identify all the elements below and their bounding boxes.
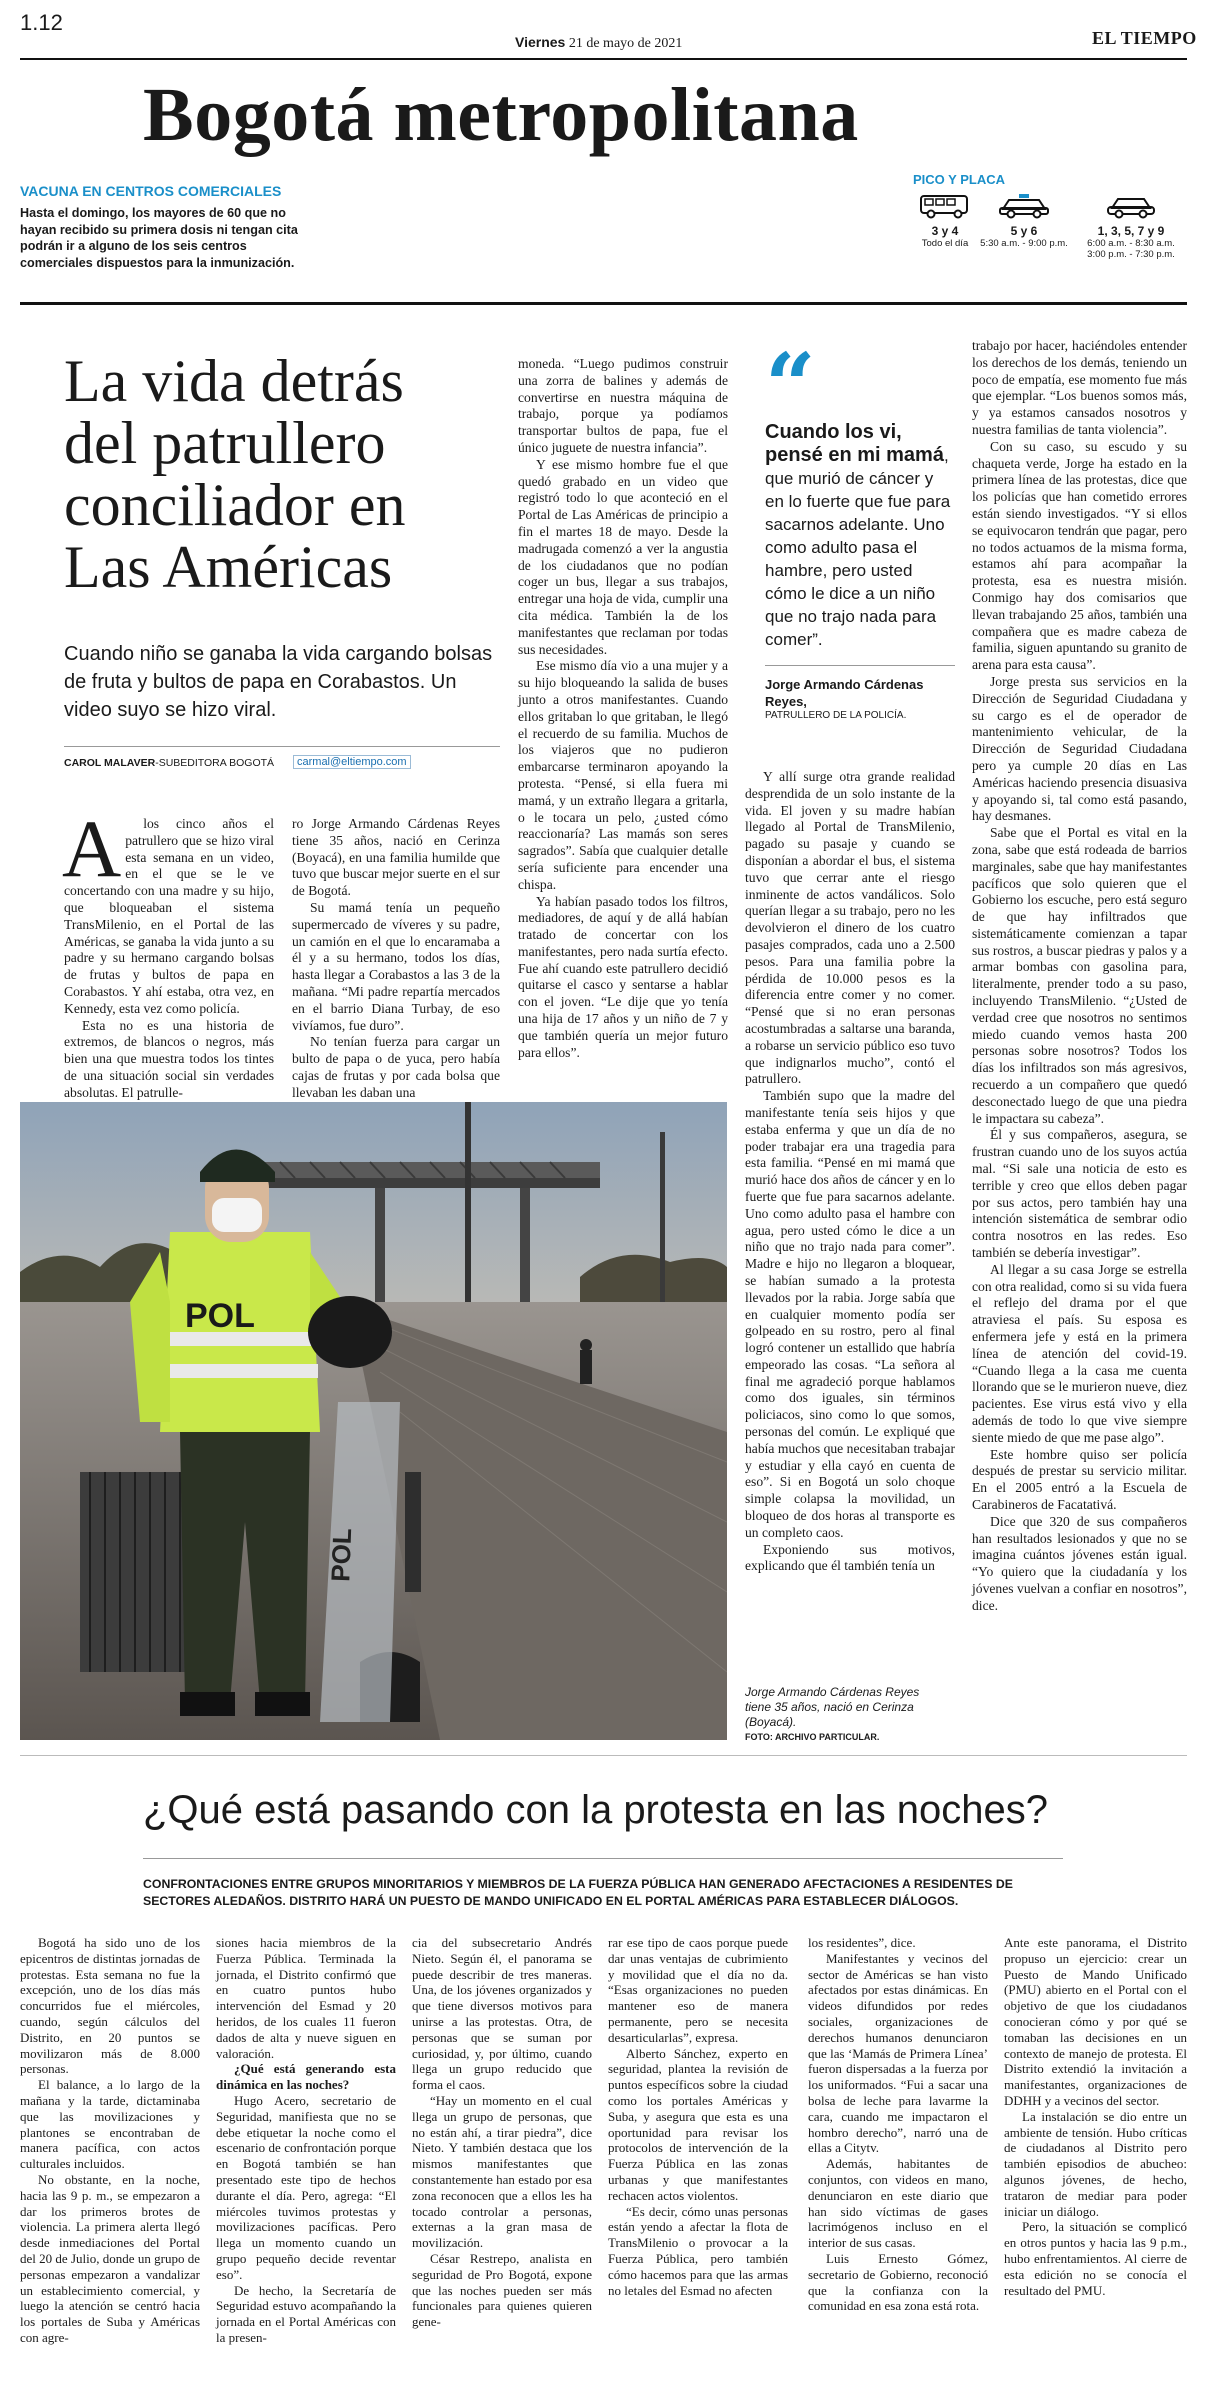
paragraph: Manifestantes y vecinos del sector de Américas se han visto afectados por estas dinámicas. En videos difundidos por redes sociales, organizaciones de derechos humanos denunciaron que las ‘Mamás de Primera Línea’ fueron dispersadas a la fuerza por los uniformados. “Fui a sacar una bolsa de leche para lavarme la cara, cuando me impactaron el hombro derecho”, narró una de ellas a Citytv. bbox=[808, 1950, 988, 2156]
second-col-2 bbox=[216, 1935, 396, 2346]
byline-name: CAROL MALAVER bbox=[64, 757, 156, 769]
car-detail: 6:00 a.m. - 8:30 a.m. bbox=[1087, 238, 1175, 249]
paragraph: Alberto Sánchez, experto en seguridad, plantea la revisión de puntos específicos sobre la ciudad como los portales Américas y Suba, y asegura que esta es una oportunidad para revisar los protocolos de intervención de la Fuerza Pública en las zonas urbanas y que manifestantes rechacen actos violentos. bbox=[608, 2045, 788, 2203]
second-deck-rule bbox=[143, 1858, 1063, 1859]
paragraph: “Es decir, cómo unas personas están yendo a afectar la flota de TransMilenio o provocar a la Fuerza Pública, pero también cómo hacemos para que las armas no letales del Esmad no afecten bbox=[608, 2203, 788, 2298]
policeman-photo bbox=[20, 1102, 727, 1740]
caption-credit: FOTO: ARCHIVO PARTICULAR. bbox=[745, 1732, 880, 1742]
vest-label: POL bbox=[185, 1297, 255, 1335]
second-col-3 bbox=[412, 1935, 592, 2330]
article-photo bbox=[20, 1102, 727, 1740]
paragraph: moneda. “Luego pudimos construir una zorra de balines y además de convertirse en nuestra máquina de trabajo, porque ya podíamos transportar bultos de papa, fue el único juguete de nuestra infancia”. bbox=[518, 356, 728, 455]
paragraph: Sabe que el Portal es vital en la zona, sabe que está rodeada de barrios marginales, sabe que hay manifestantes pacíficos que solo quieren que el Gobierno los escuche, pero está seguro de que hay infiltrados que sistemáticamente comienzan a tapar sus rostros, a buscar piedras y palos y a armar bombas con gasolina para, literalmente, prender todo a su paso, incluyendo TransMilenio. “¿Usted de verdad cree que nosotros no sentimos miedo cuando vemos hasta 200 personas sobre nosotros? Todos los días los infiltrados son más agresivos, recuerdo a un compañero que quedó desconectado luego de que una piedra le impactara su cabeza”. bbox=[972, 825, 1187, 1126]
paragraph: Además, habitantes de conjuntos, con videos en mano, denunciaron en este diario que han sido víctimas de gases lacrimógenos incluso en el interior de sus casas. bbox=[808, 2156, 988, 2251]
pull-quote bbox=[765, 333, 955, 721]
headline-line: Las Américas bbox=[64, 534, 393, 600]
paragraph: rar ese tipo de caos porque puede dar unas ventajas de cubrimiento y movilidad que el día no da. “Esas organizaciones no pueden mantener eso de manera permanente, pero se necesita desarticularlas”, expresa. bbox=[608, 1935, 788, 2045]
headline-line: conciliador en bbox=[64, 472, 406, 538]
second-col-5 bbox=[808, 1935, 988, 2314]
second-col-4 bbox=[608, 1935, 788, 2298]
bus-icon bbox=[918, 193, 972, 219]
pico-placa-bus bbox=[905, 193, 985, 249]
paragraph: Y ese mismo hombre fue el que quedó grabado en un video que registró todo lo que aconteció en el Portal de Las Américas de principio a fin el martes 18 de mayo. Desde la madrugada comenzó a ver la angustia de los ciudadanos que no podían coger un bus, llegar a sus trabajos, entregar una hoja de vida, cumplir una cita médica. También la de los manifestantes que reclaman por todas sus necesidades. bbox=[518, 456, 728, 657]
article-col-5 bbox=[972, 338, 1187, 1615]
byline-role: -SUBEDITORA BOGOTÁ bbox=[155, 757, 275, 769]
paragraph: Ya habían pasado todos los filtros, mediadores, de aquí y de allá habían tratado de concertar con los manifestantes, pero nada surtía efecto. Fue ahí cuando este patrullero decidió quitarse el casco y sentarse a hablar con el joven. “Le dije que yo tenía una hija de 17 años y un niño de 7 y que también quería un mejor futuro para ellos”. bbox=[518, 893, 728, 1060]
quote-rest: , que murió de cáncer y en lo fuerte que fue para sacarnos adelante. Uno como adulto pasa el hambre, pero usted cómo le dice a un niño que no trajo nada para comer”. bbox=[765, 446, 951, 649]
paragraph: Su mamá tenía un pequeño supermercado de víveres y su padre, un camión en el que lo encaramaba a él y a su hermano, todos los días, hasta llegar a Corabastos a las 3 de la mañana. “Mi padre repartía mercados en el barrio Diana Turbay, de eso vivíamos, fue duro”. bbox=[292, 899, 500, 1033]
header-rule bbox=[20, 58, 1187, 60]
drop-cap: A bbox=[62, 803, 122, 894]
paragraph: Él y sus compañeros, asegura, se frustran cuando uno de los suyos actúa mal. “Si sale una noticia de esto es terrible y creo que ellos deben pagar por sus actos, pero también hay una intención sistemática de sembrar odio contra nosotros en las redes. Eso también se debería investigar”. bbox=[972, 1127, 1187, 1261]
pico-placa-car bbox=[1073, 193, 1189, 260]
article-headline bbox=[64, 350, 406, 598]
date-line bbox=[515, 34, 682, 52]
date-day: Viernes bbox=[515, 34, 566, 50]
second-article-rule bbox=[20, 1755, 1187, 1756]
paragraph: No obstante, en la noche, hacia las 9 p. m., se empezaron a dar los primeros brotes de violencia. La primera alerta llegó desde inmediaciones del Portal del 20 de Julio, donde un grupo de personas empezaron a vandalizar un establecimiento comercial, y luego la atención se centró hacia los portales de Suba y Américas con agre- bbox=[20, 2171, 200, 2345]
byline-email[interactable]: carmal@eltiempo.com bbox=[293, 755, 411, 769]
quote-role: PATRULLERO DE LA POLICÍA. bbox=[765, 710, 907, 721]
second-headline: ¿Qué está pasando con la protesta en las noches? bbox=[143, 1788, 1049, 1832]
paragraph: Ese mismo día vio a una mujer y a su hijo bloqueando la salida de buses junto a otros manifestantes. Cuando ellos gritaban lo que gritaban, le llegó el recuerdo de su familia. Muchos de los viajeros que no pudieron embarcarse terminaron apoyando la protesta. “Pensé, si ella fuera mi mamá, y un extraño llegara a gritarla, o le tocara un pelo, ¿usted cómo reaccionaría? Las mamás son seres sagrados”. Sabía que cualquier detalle sería suficiente para encender una chispa. bbox=[518, 658, 728, 892]
paragraph: De hecho, la Secretaría de Seguridad estuvo acompañando la jornada en el Portal Américas con la presen- bbox=[216, 2282, 396, 2345]
paragraph: Jorge presta sus servicios en la Dirección de Seguridad Ciudadana y su cargo es el de operador de mantenimiento vehicular, de la Dirección de Seguridad Ciudadana pero ya cumple 20 días en Las Américas haciendo presencia disuasiva y apoyando si, tal como está pasando, hay desmanes. bbox=[972, 673, 1187, 824]
paragraph: La instalación se dio entre un ambiente de tensión. Hubo críticas de ciudadanos al Distrito pero también episodios de abucheo: algunos jóvenes, de hecho, trataron de mediar para poder iniciar un diálogo. bbox=[1004, 2108, 1187, 2219]
paragraph: Bogotá ha sido uno de los epicentros de distintas jornadas de protestas. Esta semana no fue la excepción, uno de los días más concurridos fue el miércoles, cuando, según cálculos del Distrito, en 20 puntos se movilizaron más de 8.000 personas. bbox=[20, 1935, 200, 2077]
second-col-6 bbox=[1004, 1935, 1187, 2298]
paragraph: Este hombre quiso ser policía después de prestar su servicio militar. En el 2005 entró a la Escuela de Carabineros de Facatativá. bbox=[972, 1446, 1187, 1512]
paragraph: Esta no es una historia de extremos, de blancos o negros, más bien una que muestra todos los tintes de una situación social sin verdades absolutas. El patrulle- bbox=[64, 1017, 274, 1100]
quote-author: Jorge Armando Cárdenas Reyes, bbox=[765, 677, 924, 709]
taxi-detail: 5:30 a.m. - 9:00 p.m. bbox=[980, 238, 1068, 249]
second-col-1 bbox=[20, 1935, 200, 2346]
article-deck: Cuando niño se ganaba la vida cargando bolsas de fruta y bultos de papa en Corabastos. Un video suyo se hizo viral. bbox=[64, 643, 493, 721]
quote-lead: Cuando los vi, pensé en mi mamá bbox=[765, 421, 944, 466]
paragraph: ro Jorge Armando Cárdenas Reyes tiene 35 años, nació en Cerinza (Boyacá), en una familia humilde que tuvo que buscar mejor suerte en el sur de Bogotá. bbox=[292, 816, 500, 899]
date-rest: 21 de mayo de 2021 bbox=[568, 36, 683, 51]
paragraph: Hugo Acero, secretario de Seguridad, manifiesta que no se debe etiquetar la noche como el escenario de confrontación porque en Bogotá también se han presentado este tipo de hechos durante el día. Pero, agrega: “El miércoles tuvimos protestas y movilizaciones pacíficas. Pero llega un momento cuando un grupo pequeño decide reventar eso”. bbox=[216, 2092, 396, 2282]
headline-line: La vida detrás bbox=[64, 348, 404, 414]
bus-digits: 3 y 4 bbox=[931, 224, 959, 238]
paragraph: César Restrepo, analista en seguridad de Pro Bogotá, expone que las noches pueden ser más funcionales para quienes quieren gene- bbox=[412, 2250, 592, 2330]
vaccine-kicker: VACUNA EN CENTROS COMERCIALES bbox=[20, 183, 282, 199]
car-digits: 1, 3, 5, 7 y 9 bbox=[1097, 224, 1165, 238]
paragraph: los residentes”, dice. bbox=[808, 1935, 916, 1950]
svg-text:POL: POL bbox=[325, 1527, 358, 1583]
article-col-3 bbox=[518, 356, 728, 1061]
paragraph: El balance, a lo largo de la mañana y la tarde, dictaminaba que las movilizaciones y plantones se encontraban de manera pacífica, con actos culturales incluidos. bbox=[20, 2077, 200, 2172]
paragraph: Luis Ernesto Gómez, secretario de Gobierno, reconoció que la confianza con la comunidad en esa zona está rota. bbox=[808, 2250, 988, 2314]
photo-caption bbox=[745, 1685, 945, 1742]
paragraph: Ante este panorama, el Distrito propuso un ejercicio: crear un Puesto de Mando Unificado (PMU) abierto en el Portal con el objetivo de que los ciudadanos conocieran cómo y por qué se tomaban las decisiones en un contexto de manejo de protesta. El Distrito extendió la invitación a manifestantes, organizaciones de DDHH y a vecinos del sector. bbox=[1004, 1935, 1187, 2108]
bus-detail: Todo el día bbox=[921, 238, 969, 249]
paragraph: Al llegar a su casa Jorge se estrella con otra realidad, como si su vida fuera el reflejo del drama por el que atraviesa el país. Su esposa es enfermera jefe y está en la primera línea de atención del covid-19. “Cuando llega a la casa me cuenta llorando que se le murieron nueve, diez pacientes. Ese virus está vivo y ella además de todo lo que vive siempre siente miedo de que me pase algo”. bbox=[972, 1261, 1187, 1445]
page-number: 1.12 bbox=[20, 10, 63, 35]
paragraph: “Hay un momento en el cual llega un grupo de personas, que no están ahí, a tirar piedra”, dice Nieto. Y también destaca que los mismos manifestantes que constantemente han estado por esa zona reconocen que a ellos les ha tocado controlar a personas, externas a la gran masa de movilización. bbox=[412, 2092, 592, 2251]
paragraph: No tenían fuerza para cargar un bulto de papa o de yuca, pero había cajas de frutas y por cada bolsa que llevaban les daban una bbox=[292, 1034, 500, 1100]
paragraph: También supo que la madre del manifestante tenía seis hijos y que estaba enferma y que un día de no poder trabajar era una tragedia para esta familia. “Pensé en mi mamá que murió hace dos años de cáncer y en lo fuerte que fue para sacarnos adelante. Uno como adulto pasa el hambre con agua, pero usted cómo le dice a un niño que no trajo nada para comer”. Madre e hijo no llegaron a bloquear, se habían sumado a la protesta llevados por la rabia. Jorge sabía que en cualquier momento podía ser golpeado en su rostro, pero al final logró contener un estallido que habría empeorado las cosas. “La señora al final me agradeció porque hablamos como dos iguales, sin términos policiacos, sino como lo que somos, personas del común. Le expliqué que había muchos que necesitaban trabajar y estudiar y ella cayó en cuenta de eso”. Si en Bogotá un solo choque simple colapsa la movilidad, un bloqueo de dos horas al transporte es un completo caos. bbox=[745, 1088, 955, 1540]
paragraph: ¿Qué está generando esta dinámica en las noches? bbox=[216, 2061, 396, 2093]
pico-placa-title: PICO Y PLACA bbox=[913, 172, 1005, 187]
paragraph: Dice que 320 de sus compañeros han resultados lesionados y que no se imagina cuántos jóvenes están igual. “Yo quiero que la ciudadanía y los jóvenes vuelvan a confiar en nosotros”, dice. bbox=[972, 1513, 1187, 1613]
car-detail-2: 3:00 p.m. - 7:30 p.m. bbox=[1087, 249, 1175, 260]
article-col-1 bbox=[62, 803, 274, 1102]
quote-mark-icon: “ bbox=[765, 333, 816, 437]
quote-text bbox=[765, 421, 955, 651]
taxi-icon bbox=[997, 193, 1051, 219]
paragraph: Pero, la situación se complicó en otros puntos y hacia las 9 p.m., hubo enfrentamientos. Al cierre de esta edición no se conocía el resultado del PMU. bbox=[1004, 2219, 1187, 2298]
paragraph: siones hacia miembros de la Fuerza Pública. Terminada la jornada, el Distrito confirmó que en cuatro puntos hubo intervención del Esmad y 20 heridos, de los cuales 11 fueron dados de alta y nueve siguen en valoración. bbox=[216, 1935, 396, 2061]
pico-placa-taxi bbox=[978, 193, 1070, 249]
second-deck: CONFRONTACIONES ENTRE GRUPOS MINORITARIOS Y MIEMBROS DE LA FUERZA PÚBLICA HAN GENERADO AFECTACIONES A RESIDENTES DE SECTORES ALEDAÑOS. DISTRITO HARÁ UN PUESTO DE MANDO UNIFICADO EN EL PORTAL AMÉRICAS PARA ESTABLECER DIÁLOGOS. bbox=[143, 1877, 1013, 1908]
taxi-digits: 5 y 6 bbox=[1010, 224, 1038, 238]
byline bbox=[64, 757, 274, 769]
article-col-2 bbox=[292, 816, 500, 1102]
article-col-4 bbox=[745, 769, 955, 1575]
paragraph: los cinco años el patrullero que se hizo viral esta semana en un video, en el que se le ve concertando con una madre y su hijo, que bloqueaban el sistema TransMilenio, en el Portal de las Américas, se ganaba la vida junto a su padre y su hermano cargando bolsas de frutas y bultos de papa en Corabastos. Y ahí estaba, otra vez, en Kennedy, esta vez como policía. bbox=[64, 816, 274, 1016]
quote-rule bbox=[765, 665, 955, 666]
section-divider bbox=[20, 302, 1187, 305]
paragraph: cia del subsecretario Andrés Nieto. Según él, el panorama se puede describir de tres maneras. Una, de los jóvenes organizados y que tiene diversos motivos para unirse a las protestas. Otra, de personas que se suman por curiosidad, y, por último, cuando llega un grupo reducido que forma el caos. bbox=[412, 1935, 592, 2093]
byline-rule bbox=[64, 746, 500, 747]
caption-text: Jorge Armando Cárdenas Reyes tiene 35 años, nació en Cerinza (Boyacá). bbox=[745, 1685, 920, 1729]
car-icon bbox=[1104, 193, 1158, 219]
masthead-logo: EL TIEMPO bbox=[1092, 28, 1197, 48]
paragraph: Y allí surge otra grande realidad desprendida de un solo instante de la vida. El joven y su madre habían llegado al Portal de TransMilenio, pagado su pasaje y cuando se disponían a abordar el bus, el sistema tuvo que cerrar ante el riesgo inminente de actos vandálicos. Solo querían llegar a su trabajo, pero no les devolvieron el dinero de los cuatro pasajes comprados, cada uno a 2.500 pesos. Para una familia pobre la pérdida de 10.000 pesos es la diferencia entre comer y no comer. “Pensé que si no eran personas acostumbradas a saltarse una baranda, a robarse un servicio público eso tuvo que indignarlos mucho”, contó el patrullero. bbox=[745, 769, 955, 1087]
headline-line: del patrullero bbox=[64, 410, 386, 476]
paragraph: trabajo por hacer, haciéndoles entender los derechos de los demás, teniendo un poco de empatía, ese momento fue más que ejemplar. “Los buenos somos más, y ya estamos cansados nosotros y nuestra familias de tanta violencia”. bbox=[972, 338, 1187, 437]
section-title: Bogotá metropolitana bbox=[143, 73, 859, 157]
paragraph: Exponiendo sus motivos, explicando que él también tenía un bbox=[745, 1541, 955, 1574]
vaccine-text: Hasta el domingo, los mayores de 60 que no hayan recibido su primera dosis ni tengan cita podrán ir a alguno de los seis centros comerciales dispuestos para la inmunización. bbox=[20, 206, 298, 270]
paragraph: Con su caso, su escudo y su chaqueta verde, Jorge ha estado en la primera línea de las protestas, dice que los policías que han cometido errores están siendo investigados. “Y si ellos se equivocaron tendrán que pagar, pero no todos actuamos de la misma forma, estamos ahí para acompañar la protesta, esa es nuestra misión. Conmigo hay dos comisarios que llevan trabajando 25 años, también una compañera que es madre cabeza de familia, siguen apuntando su granito de arena para esta causa”. bbox=[972, 438, 1187, 673]
